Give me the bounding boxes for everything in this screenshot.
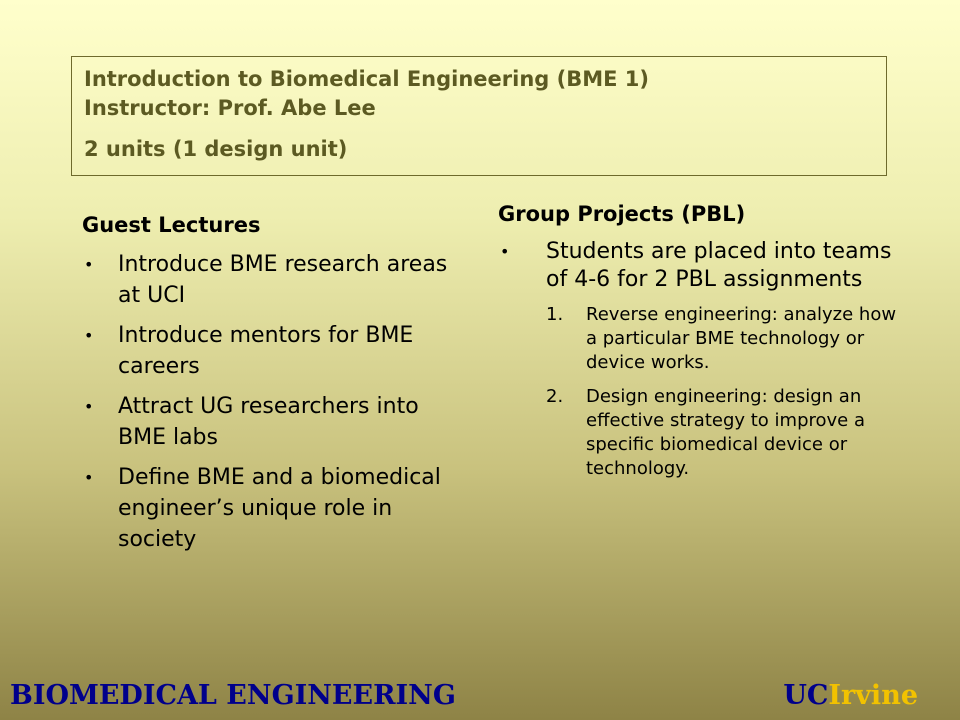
numbered-item-text: Reverse engineering: analyze how a particular BME technology or device works.: [586, 304, 897, 373]
list-item-text: Define BME and a biomedical engineer’s unique role in society: [118, 465, 441, 552]
footer-uc: UC: [783, 680, 829, 711]
bullet-icon: •: [84, 397, 94, 416]
bullet-icon: •: [84, 255, 94, 274]
bullet-icon: •: [84, 468, 94, 487]
footer-dept-name: BIOMEDICAL ENGINEERING: [10, 680, 456, 711]
bullet-icon: •: [500, 242, 510, 261]
list-item-text: Attract UG researchers into BME labs: [118, 394, 419, 450]
list-item: [82, 391, 472, 453]
group-projects-heading: Group Projects (PBL): [498, 202, 746, 226]
title-box: [71, 56, 887, 176]
group-projects-list: [498, 238, 898, 294]
guest-lectures-section: [82, 210, 472, 564]
numbered-item: [546, 385, 898, 481]
footer-irvine: Irvine: [828, 680, 918, 711]
footer-university-logo: [783, 680, 918, 711]
course-title: Introduction to Biomedical Engineering (BME 1): [84, 67, 650, 91]
numbered-item: [546, 303, 898, 375]
bullet-icon: •: [84, 326, 94, 345]
instructor: Instructor: Prof. Abe Lee: [84, 96, 376, 120]
guest-lectures-list: [82, 249, 472, 555]
group-projects-section: [498, 202, 898, 491]
list-item: [82, 320, 472, 382]
list-item: [82, 462, 472, 555]
list-item: [498, 238, 898, 294]
list-item-text: Introduce mentors for BME careers: [118, 323, 414, 379]
guest-lectures-heading: Guest Lectures: [82, 213, 261, 237]
list-item-text: Introduce BME research areas at UCI: [118, 252, 448, 308]
item-number: 1.: [546, 304, 564, 325]
list-item-text: Students are placed into teams of 4-6 for 2 PBL assignments: [546, 239, 892, 292]
pbl-assignments-list: [498, 303, 898, 481]
course-units: 2 units (1 design unit): [84, 137, 348, 161]
list-item: [82, 249, 472, 311]
item-number: 2.: [546, 386, 564, 407]
numbered-item-text: Design engineering: design an effective strategy to improve a specific biomedical device or technology.: [586, 386, 865, 479]
